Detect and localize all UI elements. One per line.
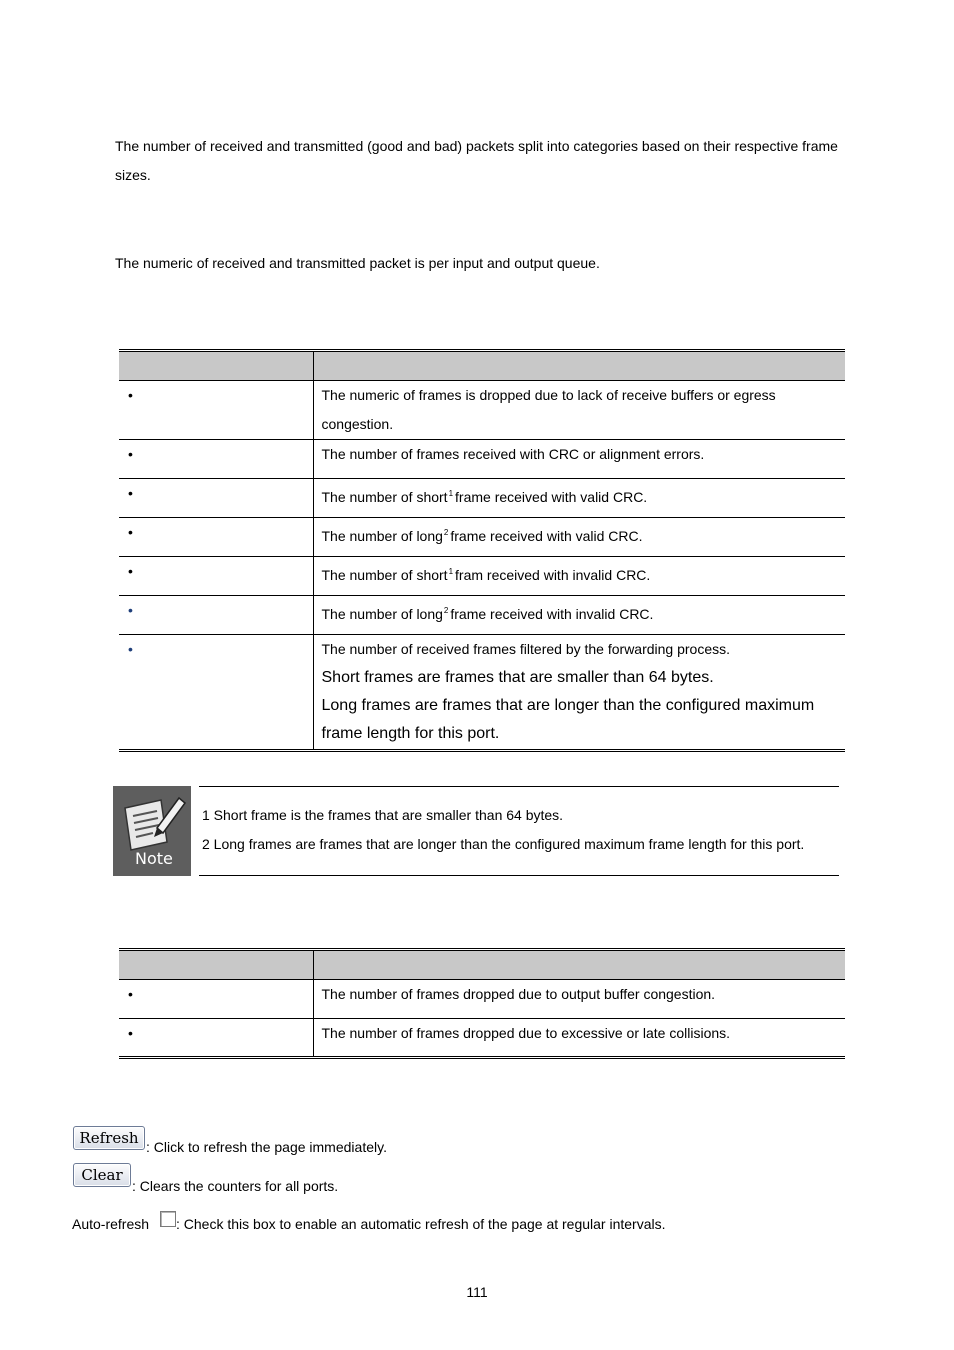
note-line-2: 2 Long frames are frames that are longer than the configured maximum frame length for this port. bbox=[202, 836, 805, 852]
auto-refresh-label: Auto-refresh bbox=[72, 1216, 150, 1232]
refresh-description: : Click to refresh the page immediately. bbox=[146, 1139, 387, 1155]
table-header-row bbox=[119, 351, 845, 381]
table-row bbox=[119, 557, 845, 596]
note-icon-label: Note bbox=[135, 849, 173, 868]
table-header-cell bbox=[313, 351, 845, 381]
note-icon bbox=[113, 786, 191, 876]
auto-refresh-description: : Check this box to enable an automatic refresh of the page at regular intervals. bbox=[176, 1216, 666, 1232]
footnote-ref: 2 bbox=[443, 528, 449, 537]
row-description: The numeric of frames is dropped due to lack of receive buffers or egress congestion. bbox=[321, 387, 776, 432]
note-bottom-rule bbox=[199, 875, 839, 876]
note-top-rule bbox=[199, 786, 839, 787]
refresh-button[interactable]: Refresh bbox=[73, 1126, 145, 1150]
bullet-icon: • bbox=[128, 986, 133, 1002]
table-row bbox=[119, 440, 845, 479]
row-description: The number of long$^2$ frame received with valid CRC. bbox=[321, 528, 643, 544]
table-row bbox=[119, 635, 845, 751]
table-row bbox=[119, 479, 845, 518]
row-description: The number of long$^2$ frame received with invalid CRC. bbox=[321, 606, 654, 622]
row-description: The number of short$^1$ frame received with valid CRC. bbox=[321, 489, 648, 505]
long-frame-definition: Long frames are frames that are longer than the configured maximum frame length for this port. bbox=[321, 697, 815, 742]
table-row bbox=[119, 1019, 845, 1058]
footnote-ref: 1 bbox=[448, 567, 454, 576]
transmit-error-table bbox=[119, 948, 845, 1059]
row-description: The number of frames dropped due to output buffer congestion. bbox=[321, 986, 716, 1002]
intro-paragraph-2: The numeric of received and transmitted packet is per input and output queue. bbox=[115, 255, 600, 271]
page-number: 111 bbox=[466, 1284, 488, 1300]
bullet-icon: • bbox=[128, 602, 133, 618]
table-row bbox=[119, 596, 845, 635]
receive-error-table bbox=[119, 349, 845, 752]
footnote-ref: 2 bbox=[443, 606, 449, 615]
clear-description: : Clears the counters for all ports. bbox=[132, 1178, 339, 1194]
short-frame-definition: Short frames are frames that are smaller than 64 bytes. bbox=[321, 669, 714, 686]
row-description: The number of frames received with CRC or alignment errors. bbox=[321, 446, 705, 462]
note-line-1: 1 Short frame is the frames that are smaller than 64 bytes. bbox=[202, 807, 564, 823]
table-row bbox=[119, 980, 845, 1019]
row-description: The number of received frames filtered by the forwarding process. bbox=[321, 641, 731, 657]
bullet-icon: • bbox=[128, 1025, 133, 1041]
bullet-icon: • bbox=[128, 641, 133, 657]
row-description: The number of short$^1$ fram received with invalid CRC. bbox=[321, 567, 651, 583]
row-description: The number of frames dropped due to excessive or late collisions. bbox=[321, 1025, 731, 1041]
table-row bbox=[119, 381, 845, 440]
table-row bbox=[119, 518, 845, 557]
bullet-icon: • bbox=[128, 485, 133, 501]
table-header-row bbox=[119, 950, 845, 980]
intro-paragraph-1: The number of received and transmitted (good and bad) packets split into categories based on their respective frame sizes. bbox=[115, 138, 838, 183]
clear-button[interactable]: Clear bbox=[73, 1163, 131, 1187]
bullet-icon: • bbox=[128, 524, 133, 540]
bullet-icon: • bbox=[128, 446, 133, 462]
table-header-cell bbox=[119, 351, 313, 381]
table-header-cell bbox=[119, 950, 313, 980]
table-header-cell bbox=[313, 950, 845, 980]
bullet-icon: • bbox=[128, 563, 133, 579]
bullet-icon: • bbox=[128, 387, 133, 403]
auto-refresh-checkbox[interactable] bbox=[160, 1211, 176, 1227]
footnote-ref: 1 bbox=[448, 489, 454, 498]
